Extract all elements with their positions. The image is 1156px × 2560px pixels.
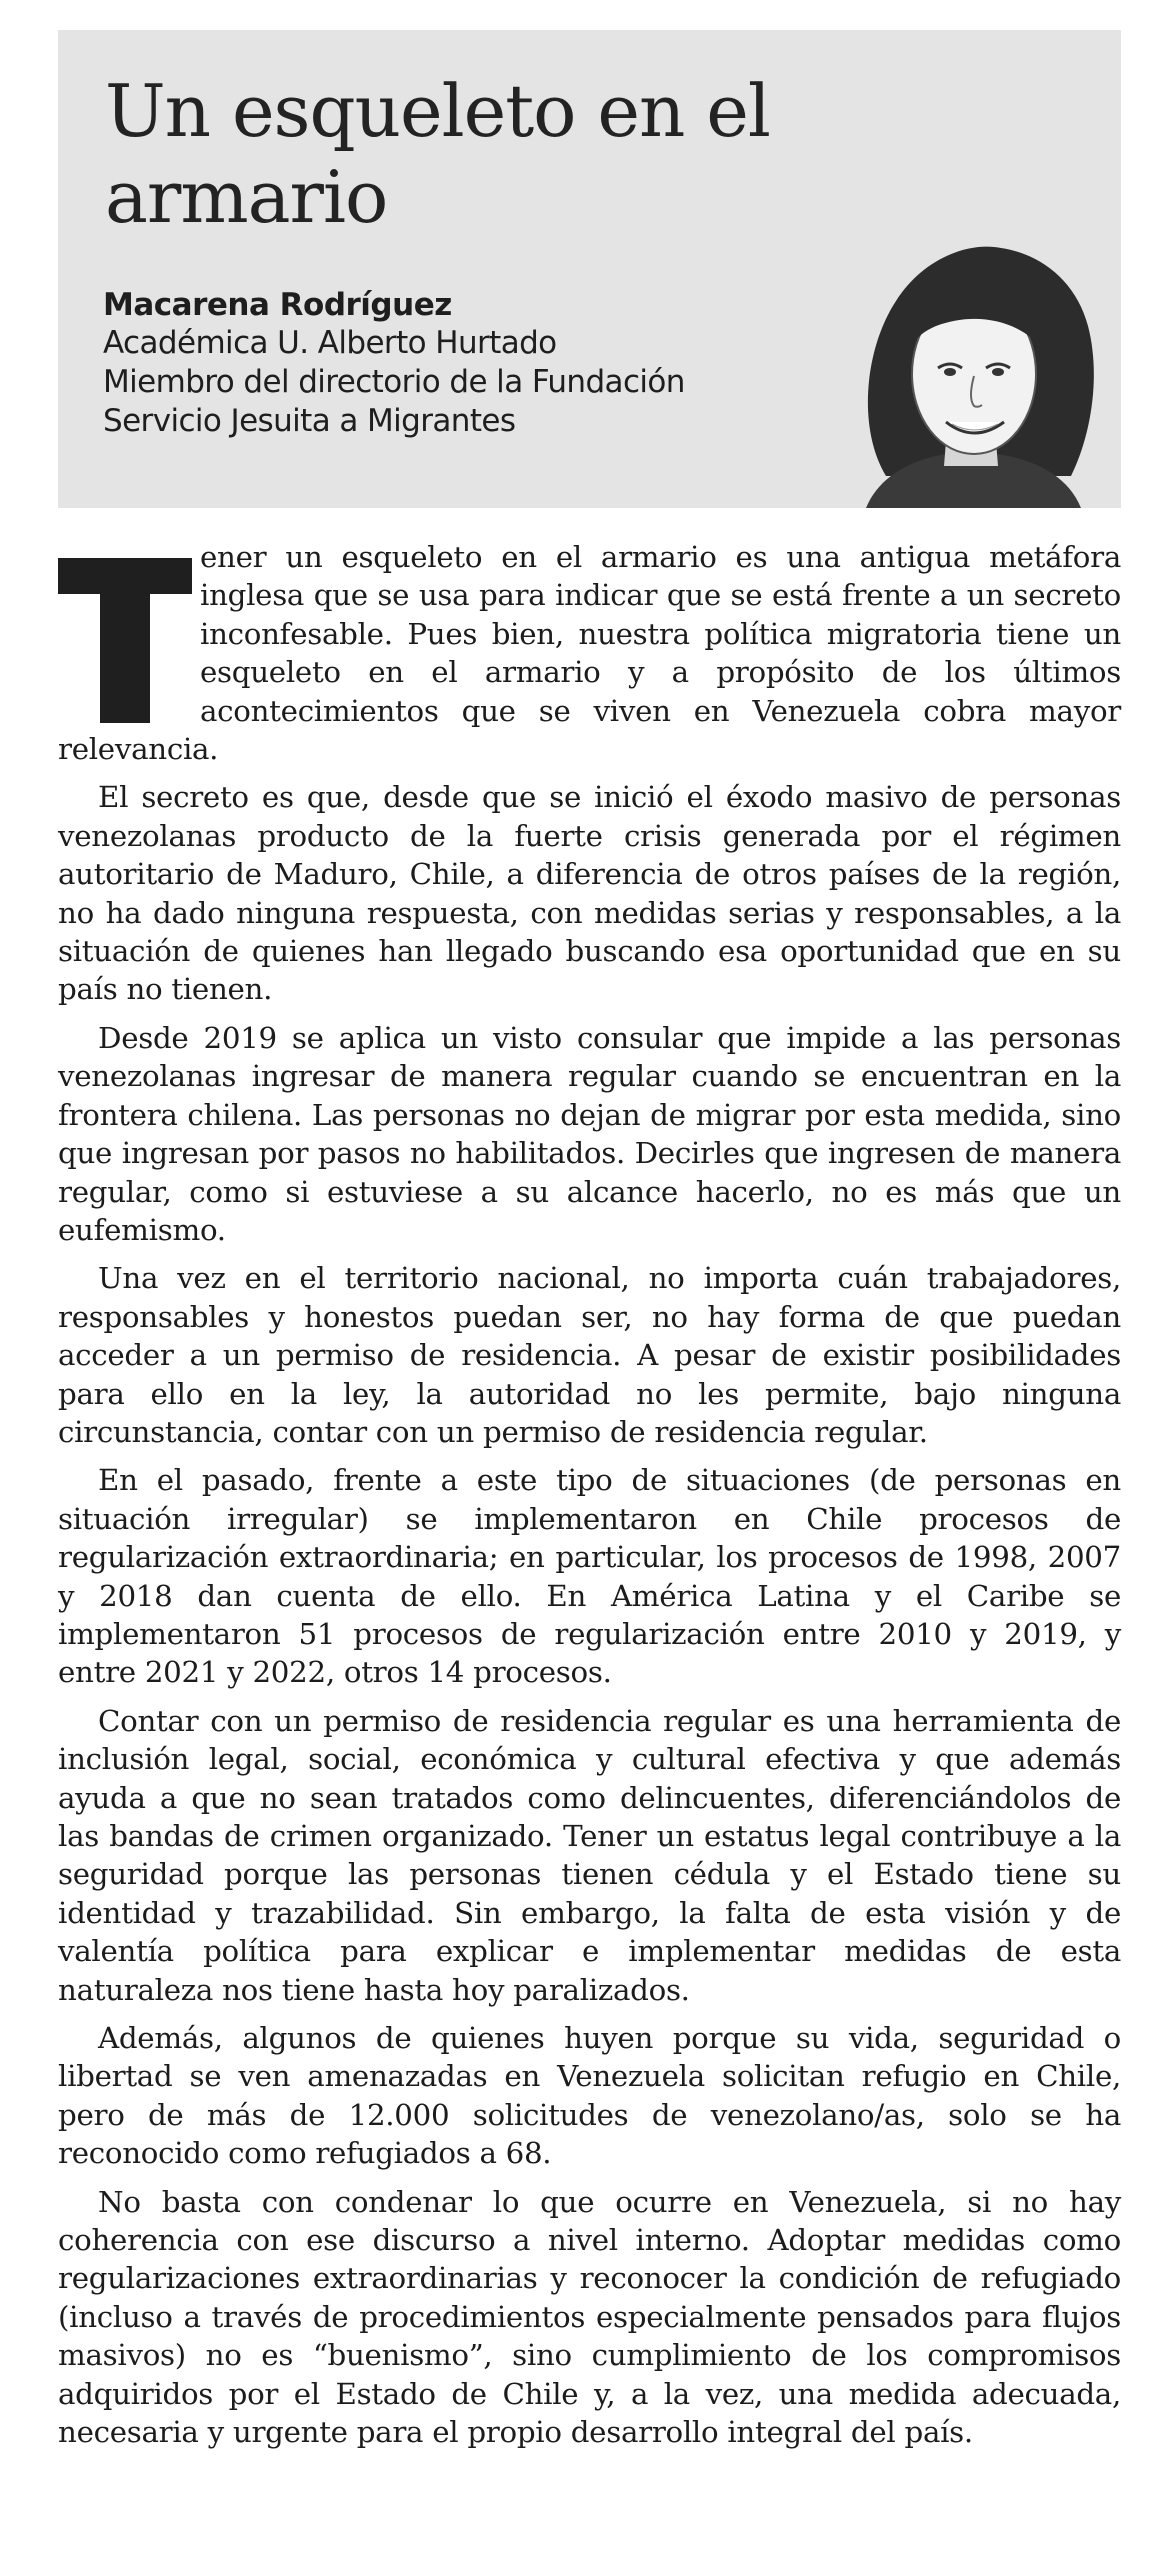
- article-header: [58, 30, 1121, 508]
- article-headline: Un esqueleto en el armario: [105, 69, 770, 239]
- author-name: Macarena Rodríguez: [103, 287, 452, 323]
- paragraph-2: El secreto es que, desde que se inició el éxodo masivo de personas venezolanas producto de la fuerte crisis generada por el régimen autoritario de Maduro, Chile, a diferencia de otros países de la región, no ha dado ninguna respuesta, con medidas serias y responsables, a la situación de quienes han llegado buscando esa oportunidad que en su país no tienen.: [58, 780, 1121, 1007]
- paragraph-7: Además, algunos de quienes huyen porque su vida, seguridad o libertad se ven amenazadas en Venezuela solicitan refugio en Chile, pero de más de 12.000 solicitudes de venezolano/as, solo se ha reconocido como refugiados a 68.: [58, 2021, 1121, 2171]
- paragraph-5: En el pasado, frente a este tipo de situaciones (de personas en situación irregular) se implementaron en Chile procesos de regularización extraordinaria; en particular, los procesos de 1998, 2007 y 2018 dan cuenta de ello. En América Latina y el Caribe se implementaron 51 procesos de regularización entre 2010 y 2019, y entre 2021 y 2022, otros 14 procesos.: [58, 1463, 1121, 1690]
- paragraph-8: No basta con condenar lo que ocurre en Venezuela, si no hay coherencia con ese discurso a nivel interno. Adoptar medidas como regularizaciones extraordinarias y reconocer la condición de refugiado (incluso a través de procedimientos especialmente pensados para flujos masivos) no es “buenismo”, sino cumplimiento de los compromisos adquiridos por el Estado de Chile y, a la vez, una medida adecuada, necesaria y urgente para el propio desarrollo integral del país.: [58, 2184, 1121, 2450]
- paragraph-1-text: ener un esqueleto en el armario es una antigua metáfora inglesa que se usa para indicar que se está frente a un secreto inconfesable. Pues bien, nuestra política migratoria tiene un esqueleto en el armario y a propósito de los últimos acontecimientos que se viven en Venezuela cobra mayor relevancia.: [58, 540, 1121, 767]
- paragraph-4: Una vez en el territorio nacional, no importa cuán trabajadores, responsables y honestos puedan ser, no hay forma de que puedan acceder a un permiso de residencia. A pesar de existir posibilidades para ello en la ley, la autoridad no les permite, bajo ninguna circunstancia, contar con un permiso de residencia regular.: [58, 1261, 1121, 1449]
- author-portrait-illustration: [826, 226, 1116, 508]
- author-affiliation-2: Miembro del directorio de la Fundación: [103, 364, 685, 400]
- paragraph-1: [58, 538, 1121, 768]
- article-body: [58, 538, 1121, 2462]
- byline: [103, 286, 803, 441]
- paragraph-6: Contar con un permiso de residencia regular es una herramienta de inclusión legal, social, económica y cultural efectiva y que además ayuda a que no sean tratados como delincuentes, diferenciándolos de las bandas de crimen organizado. Tener un estatus legal contribuye a la seguridad porque las personas tienen cédula y el Estado tiene su identidad y trazabilidad. Sin embargo, la falta de esta visión y de valentía política para explicar e implementar medidas de esta naturaleza nos tiene hasta hoy paralizados.: [58, 1703, 1121, 2007]
- drop-cap: [58, 558, 192, 723]
- paragraph-3: Desde 2019 se aplica un visto consular que impide a las personas venezolanas ingresar de manera regular cuando se encuentran en la frontera chilena. Las personas no dejan de migrar por esta medida, sino que ingresan por pasos no habilitados. Decirles que ingresen de manera regular, como si estuviese a su alcance hacerlo, no es más que un eufemismo.: [58, 1020, 1121, 1247]
- author-affiliation-3: Servicio Jesuita a Migrantes: [103, 403, 516, 439]
- author-affiliation-1: Académica U. Alberto Hurtado: [103, 325, 557, 361]
- drop-cap-letter-t: [58, 558, 192, 723]
